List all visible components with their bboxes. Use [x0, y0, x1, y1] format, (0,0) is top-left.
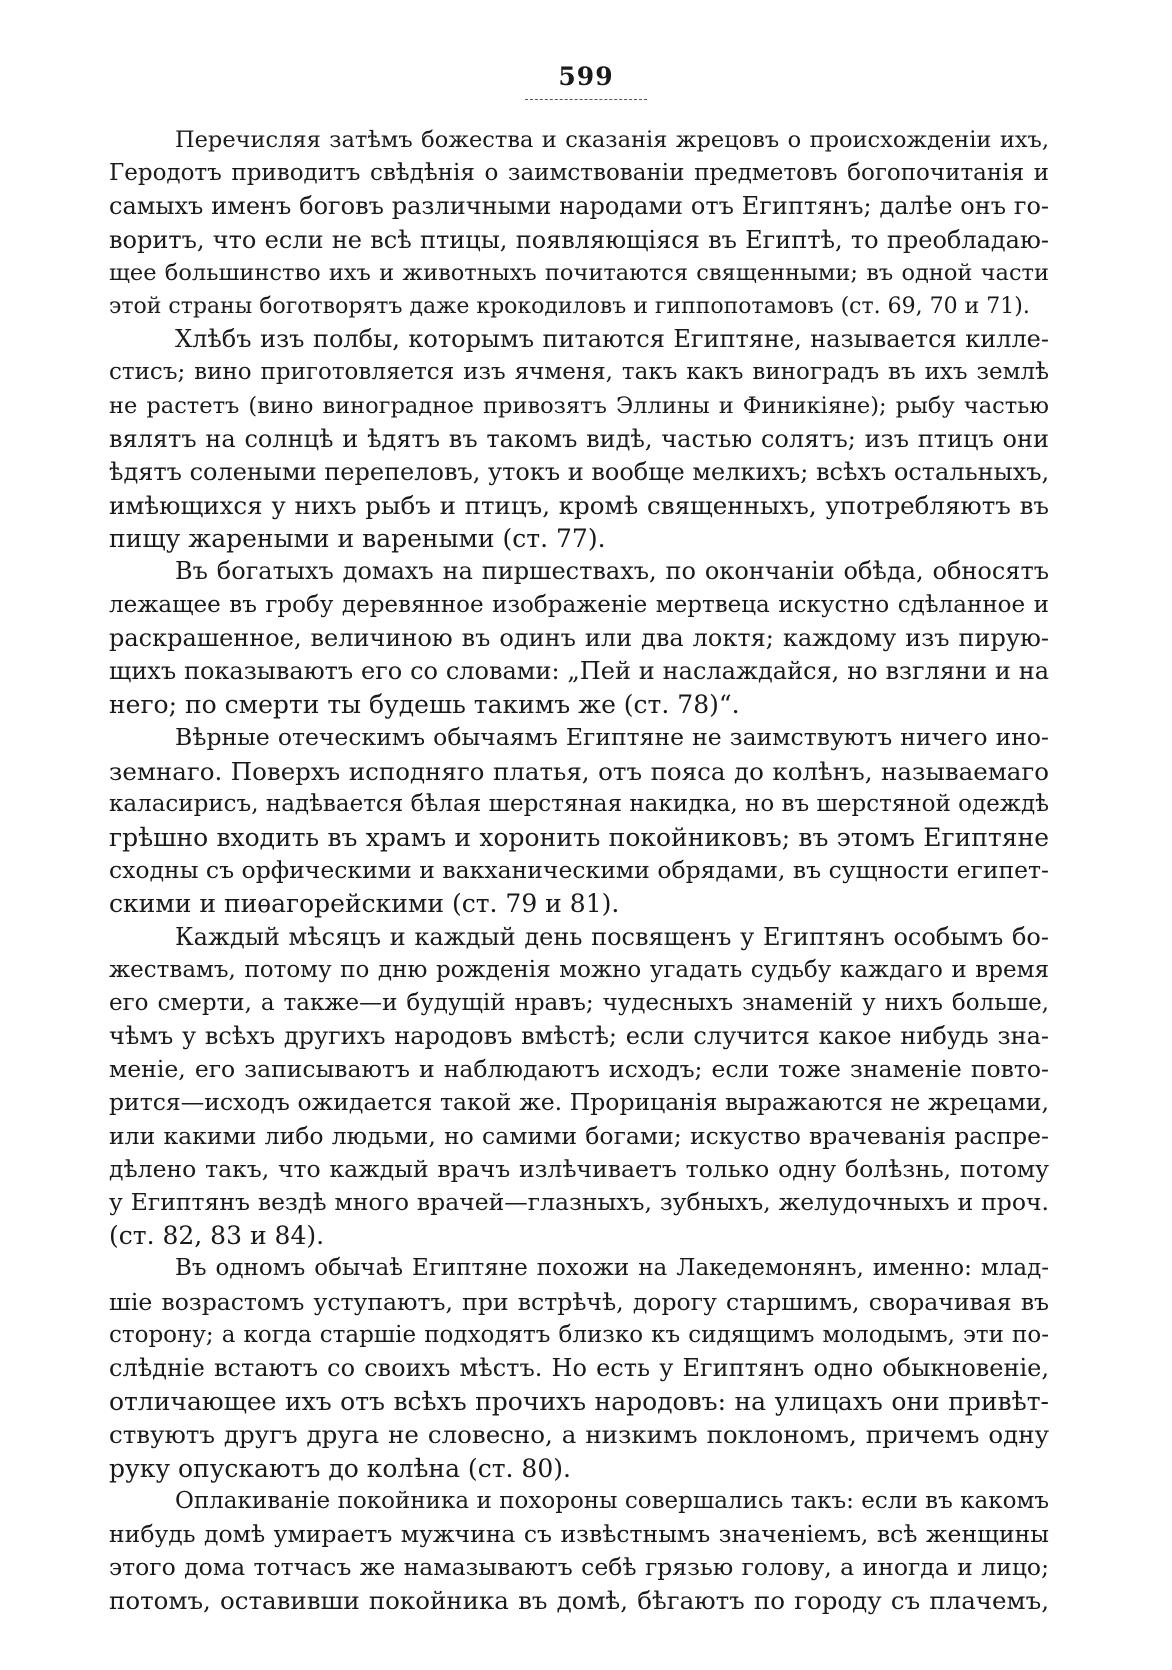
paragraph: [109, 124, 1049, 323]
paragraph: [109, 555, 1049, 721]
text-line: слѣдніе встаютъ со своихъ мѣстъ. Но есть у Египтянъ одно обыкновеніе,: [109, 1353, 1049, 1382]
text-line: меніе, его записываютъ и наблюдаютъ исходъ; если тоже знаменіе повто-: [109, 1055, 1049, 1084]
text-line: (ст. 82, 83 и 84).: [109, 1221, 325, 1251]
text-line: Въ богатыхъ домахъ на пиршествахъ, по окончаніи обѣда, обносятъ: [175, 557, 1049, 586]
text-line: земнаго. Поверхъ исподняго платья, отъ пояса до колѣнъ, называемаго: [109, 756, 1049, 786]
text-line: Геродотъ приводитъ свѣдѣнія о заимствованіи предметовъ богопочитанія и: [109, 160, 1049, 187]
text-line: шіе возрастомъ уступаютъ, при встрѣчѣ, дорогу старшимъ, сворачивая въ: [109, 1287, 1049, 1316]
text-line: вялятъ на солнцѣ и ѣдятъ въ такомъ видѣ, частью солятъ; изъ птицъ они: [109, 424, 1049, 453]
text-line: Оплакиваніе покойника и похороны совершались такъ: если въ какомъ: [175, 1487, 1049, 1514]
text-line: рится—исходъ ожидается такой же. Прорицанія выражаются не жрецами,: [109, 1088, 1049, 1117]
paragraph: [109, 1252, 1049, 1484]
text-line: стисъ; вино приготовляется изъ ячменя, такъ какъ виноградъ въ ихъ землѣ: [109, 359, 1049, 386]
text-line: нибудь домѣ умираетъ мужчина съ извѣстнымъ значеніемъ, всѣ женщины: [109, 1519, 1049, 1548]
text-line: сторону; а когда старшіе подходятъ близко къ сидящимъ молодымъ, эти по-: [109, 1321, 1049, 1348]
text-line: ѣдятъ солеными перепеловъ, утокъ и вообще мелкихъ; всѣхъ остальныхъ,: [109, 457, 1050, 486]
text-line: скими и пиѳагорейскими (ст. 79 и 81).: [109, 889, 620, 919]
text-line: лежащее въ гробу деревянное изображеніе мертвеца искустно сдѣланное и: [109, 591, 1049, 618]
text-line: каласирисъ, надѣвается бѣлая шерстяная накидка, но въ шерстяной одеждѣ: [109, 790, 1049, 817]
text-line: грѣшно входить въ храмъ и хоронить покойниковъ; въ этомъ Египтяне: [109, 822, 1049, 852]
text-line: раскрашенное, величиною въ одинъ или два локтя; каждому изъ пирую-: [109, 623, 1049, 652]
text-line: пищу жареными и вареными (ст. 77).: [109, 524, 606, 554]
paragraph: [109, 921, 1049, 1253]
paragraph: [109, 721, 1049, 920]
text-line: Въ одномъ обычаѣ Египтяне похожи на Лакедемонянъ, именно: млад-: [175, 1255, 1049, 1282]
text-line: воритъ, что если не всѣ птицы, появляющіяся въ Египтѣ, то преобладаю-: [109, 225, 1049, 254]
paragraph: [109, 1485, 1049, 1618]
body-text: [109, 124, 1049, 1617]
page-number-rule: [525, 99, 647, 100]
text-line: Хлѣбъ изъ полбы, которымъ питаются Египтяне, называется киллe-: [175, 325, 1049, 354]
paragraph: [109, 323, 1049, 555]
text-line: Вѣрные отеческимъ обычаямъ Египтяне не заимствуютъ ничего ино-: [175, 723, 1049, 752]
text-line: его смерти, а также—и будущій нравъ; чудесныхъ знаменій у нихъ больше,: [109, 989, 1049, 1016]
text-line: или какими либо людьми, но самими богами; искуство врачеванія распре-: [109, 1121, 1049, 1150]
text-line: самыхъ именъ боговъ различными народами отъ Египтянъ; далѣе онъ го-: [109, 192, 1049, 221]
text-line: ствуютъ другъ друга не словесно, а низкимъ поклономъ, причемъ одну: [109, 1420, 1049, 1450]
text-line: Каждый мѣсяцъ и каждый день посвященъ у Египтянъ особымъ бо-: [175, 922, 1049, 951]
text-line: дѣлено такъ, что каждый врачъ излѣчиваетъ только одну болѣзнь, потому: [109, 1154, 1049, 1183]
text-line: этой страны боготворятъ даже крокодиловъ и гиппопотамовъ (ст. 69, 70 и 71).: [109, 293, 1030, 319]
text-line: имѣющихся у нихъ рыбъ и птицъ, кромѣ священныхъ, употребляютъ въ: [109, 491, 1049, 521]
text-line: этого дома тотчасъ же намазываютъ себѣ грязью голову, а иногда и лицо;: [109, 1553, 1049, 1582]
text-line: жествамъ, потому по дню рожденія можно угадать судьбу каждаго и время: [109, 956, 1049, 983]
page-number: 599: [558, 62, 614, 91]
text-line: не растетъ (вино виноградное привозятъ Эллины и Финикіяне); рыбу частью: [109, 392, 1049, 419]
text-line: Перечисляя затѣмъ божества и сказанія жрецовъ о происхожденіи ихъ,: [175, 127, 1049, 153]
text-line: него; по смерти ты будешь такимъ же (ст. 78)“.: [109, 690, 740, 720]
text-line: потомъ, оставивши покойника въ домѣ, бѣгаютъ по городу съ плачемъ,: [109, 1586, 1049, 1616]
text-line: чѣмъ у всѣхъ другихъ народовъ вмѣстѣ; если случится какое нибудь зна-: [109, 1022, 1049, 1051]
text-line: щее большинство ихъ и животныхъ почитаются священными; въ одной части: [109, 259, 1049, 286]
text-line: руку опускаютъ до колѣна (ст. 80).: [109, 1453, 571, 1483]
text-line: щихъ показываютъ его со словами: „Пей и наслаждайся, но взгляни и на: [109, 657, 1049, 685]
text-line: у Египтянъ вездѣ много врачей—глазныхъ, зубныхъ, желудочныхъ и проч.: [109, 1188, 1049, 1216]
text-line: отличающее ихъ отъ всѣхъ прочихъ народовъ: на улицахъ они привѣт-: [109, 1387, 1049, 1417]
text-line: сходны съ орфическими и вакханическими обрядами, въ сущности египет-: [109, 856, 1049, 885]
